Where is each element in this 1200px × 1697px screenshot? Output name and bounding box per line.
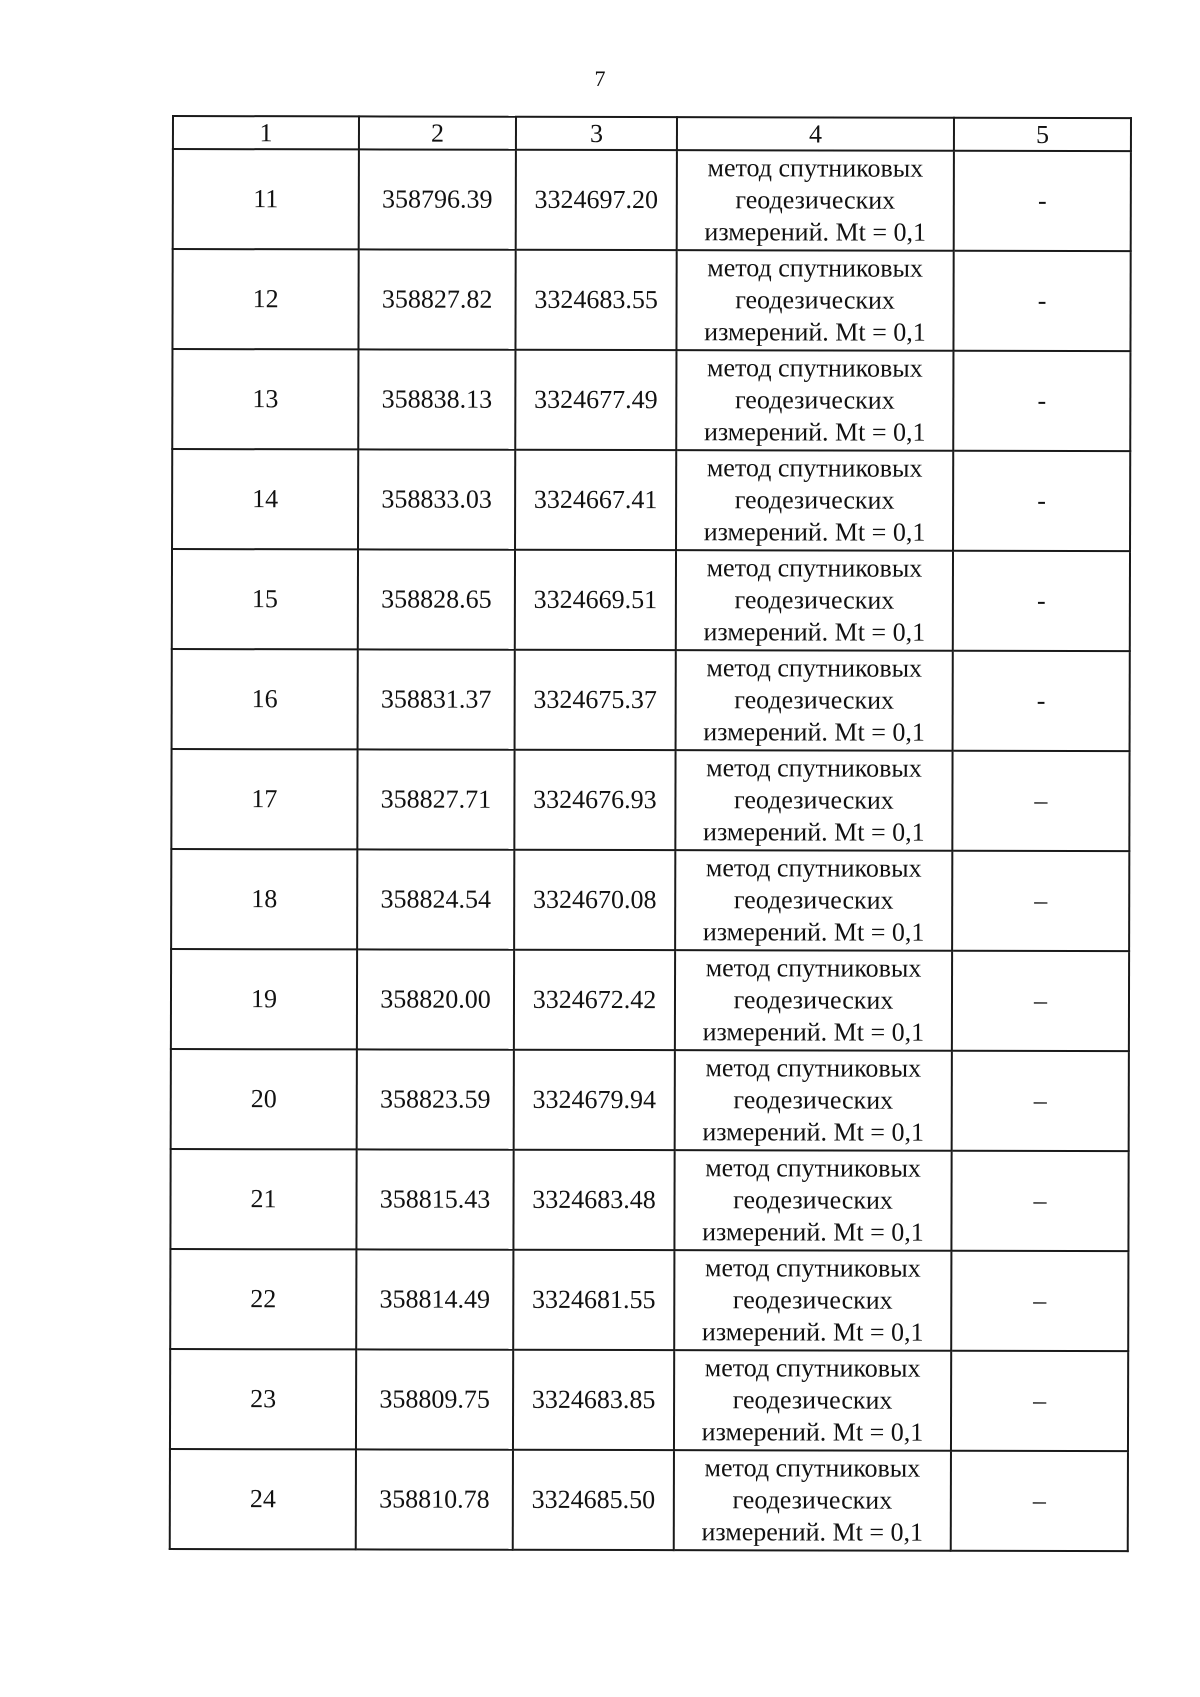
coordinate-y-cell: 3324672.42 (514, 950, 675, 1050)
method-line: измерений. Mt = 0,1 (703, 517, 926, 547)
table-row (172, 549, 1130, 651)
note-cell: – (951, 1451, 1128, 1551)
note-cell: – (952, 751, 1129, 851)
method-cell (674, 1350, 951, 1451)
method-cell (675, 950, 952, 1051)
table-row (173, 149, 1131, 251)
method-line: геодезических (734, 785, 894, 815)
coordinate-y-cell: 3324683.85 (513, 1350, 674, 1450)
coordinate-y-cell: 3324677.49 (515, 350, 676, 450)
point-number-cell: 19 (171, 949, 357, 1049)
point-number-cell: 16 (172, 649, 358, 749)
method-cell (674, 1150, 951, 1251)
method-line: метод спутниковых (704, 1353, 921, 1383)
coordinate-y-cell: 3324676.93 (514, 750, 675, 850)
coordinate-y-cell: 3324685.50 (513, 1450, 674, 1550)
note-cell: - (953, 351, 1130, 451)
coordinate-y-cell: 3324683.55 (515, 250, 676, 350)
method-line: геодезических (732, 1285, 893, 1315)
note-cell: – (952, 951, 1129, 1051)
table-row (170, 1349, 1128, 1451)
coordinate-x-cell: 358810.78 (356, 1449, 513, 1549)
method-line: измерений. Mt = 0,1 (704, 317, 926, 347)
note-cell: - (953, 551, 1130, 651)
point-number-cell: 15 (172, 549, 358, 649)
method-line: измерений. Mt = 0,1 (701, 1317, 924, 1347)
coordinate-x-cell: 358838.13 (358, 349, 515, 449)
note-cell: - (953, 651, 1130, 751)
note-cell: – (952, 1051, 1129, 1151)
method-line: геодезических (735, 185, 896, 215)
table-row (170, 1449, 1128, 1551)
table-row (172, 449, 1130, 551)
note-cell: – (951, 1251, 1128, 1351)
table-row (171, 749, 1129, 851)
method-cell (674, 1450, 951, 1551)
table-row (170, 1149, 1128, 1251)
note-cell: - (954, 151, 1131, 251)
coordinate-x-cell: 358820.00 (357, 949, 514, 1049)
table-header (173, 116, 1131, 151)
coordinate-x-cell: 358809.75 (356, 1349, 513, 1449)
method-line: измерений. Mt = 0,1 (702, 1117, 925, 1147)
method-cell (675, 1050, 952, 1151)
coordinate-x-cell: 358831.37 (358, 649, 515, 749)
point-number-cell: 14 (172, 449, 358, 549)
method-line: геодезических (732, 1485, 893, 1515)
coordinate-y-cell: 3324681.55 (513, 1250, 674, 1350)
method-line: метод спутниковых (704, 1453, 921, 1483)
method-cell (676, 450, 953, 551)
point-number-cell: 12 (172, 249, 358, 349)
method-line: геодезических (734, 685, 895, 715)
method-line: метод спутниковых (706, 453, 923, 483)
table-row (172, 649, 1130, 751)
point-number-cell: 13 (172, 349, 358, 449)
method-cell (675, 750, 952, 851)
method-cell (676, 350, 953, 451)
method-line: измерений. Mt = 0,1 (703, 717, 925, 747)
header-col-3: 3 (516, 117, 677, 150)
point-number-cell: 18 (171, 849, 357, 949)
method-cell (676, 250, 953, 351)
method-cell (675, 850, 952, 951)
header-row (173, 116, 1131, 151)
table-body (170, 149, 1131, 1551)
method-line: метод спутниковых (707, 253, 924, 283)
note-cell: - (953, 451, 1130, 551)
table-row (171, 849, 1129, 951)
header-col-2: 2 (359, 116, 516, 149)
method-line: геодезических (732, 1385, 893, 1415)
coordinate-y-cell: 3324667.41 (515, 450, 676, 550)
method-line: метод спутниковых (705, 1153, 921, 1183)
method-line: геодезических (734, 485, 895, 515)
header-col-5: 5 (954, 118, 1131, 151)
coordinate-x-cell: 358828.65 (358, 549, 515, 649)
coordinate-x-cell: 358827.82 (358, 249, 515, 349)
method-line: геодезических (733, 1185, 893, 1215)
method-line: метод спутниковых (707, 153, 924, 183)
coordinate-y-cell: 3324669.51 (515, 550, 676, 650)
method-line: метод спутниковых (705, 953, 922, 983)
table-row (172, 249, 1130, 351)
table-row (171, 949, 1129, 1051)
point-number-cell: 20 (171, 1049, 357, 1149)
coordinate-y-cell: 3324679.94 (514, 1050, 675, 1150)
method-line: измерений. Mt = 0,1 (703, 617, 926, 647)
method-line: метод спутниковых (707, 353, 923, 383)
coordinate-y-cell: 3324697.20 (516, 150, 677, 250)
header-col-4: 4 (677, 117, 954, 151)
method-line: измерений. Mt = 0,1 (702, 1217, 924, 1247)
method-line: метод спутниковых (705, 1053, 922, 1083)
point-number-cell: 17 (171, 749, 357, 849)
coordinate-x-cell: 358833.03 (358, 449, 515, 549)
point-number-cell: 24 (170, 1449, 356, 1549)
method-line: измерений. Mt = 0,1 (703, 817, 925, 847)
table-row (172, 349, 1130, 451)
coordinate-x-cell: 358827.71 (357, 749, 514, 849)
method-line: измерений. Mt = 0,1 (701, 1417, 924, 1447)
point-number-cell: 23 (170, 1349, 356, 1449)
note-cell: – (951, 1151, 1128, 1251)
note-cell: – (951, 1351, 1128, 1451)
coordinates-table (169, 115, 1132, 1552)
method-line: геодезических (735, 285, 895, 315)
method-line: метод спутниковых (705, 853, 922, 883)
note-cell: – (952, 851, 1129, 951)
method-line: геодезических (733, 985, 894, 1015)
point-number-cell: 21 (170, 1149, 356, 1249)
note-cell: - (953, 251, 1130, 351)
page-number: 7 (594, 66, 606, 91)
coordinate-y-cell: 3324670.08 (514, 850, 675, 950)
point-number-cell: 11 (173, 149, 359, 249)
method-line: измерений. Mt = 0,1 (703, 417, 926, 447)
method-line: измерений. Mt = 0,1 (702, 917, 925, 947)
method-cell (676, 550, 953, 651)
method-line: измерений. Mt = 0,1 (702, 1017, 925, 1047)
coordinate-x-cell: 358824.54 (357, 849, 514, 949)
method-line: метод спутниковых (706, 653, 923, 683)
method-line: метод спутниковых (704, 1253, 921, 1283)
coordinate-x-cell: 358796.39 (359, 149, 516, 249)
table-row (170, 1249, 1128, 1351)
method-line: геодезических (733, 885, 894, 915)
method-line: геодезических (734, 385, 895, 415)
table-row (171, 1049, 1129, 1151)
coordinate-x-cell: 358814.49 (356, 1249, 513, 1349)
method-line: метод спутниковых (706, 553, 923, 583)
coordinate-y-cell: 3324675.37 (515, 650, 676, 750)
method-line: геодезических (733, 1085, 894, 1115)
coordinate-x-cell: 358823.59 (357, 1049, 514, 1149)
coordinate-y-cell: 3324683.48 (513, 1150, 674, 1250)
method-line: измерений. Mt = 0,1 (701, 1517, 924, 1547)
method-cell (674, 1250, 951, 1351)
method-cell (677, 150, 954, 251)
method-line: измерений. Mt = 0,1 (704, 217, 927, 247)
method-line: геодезических (734, 585, 895, 615)
method-cell (676, 650, 953, 751)
method-line: метод спутниковых (706, 753, 922, 783)
header-col-1: 1 (173, 116, 359, 149)
point-number-cell: 22 (170, 1249, 356, 1349)
coordinate-x-cell: 358815.43 (356, 1149, 513, 1249)
